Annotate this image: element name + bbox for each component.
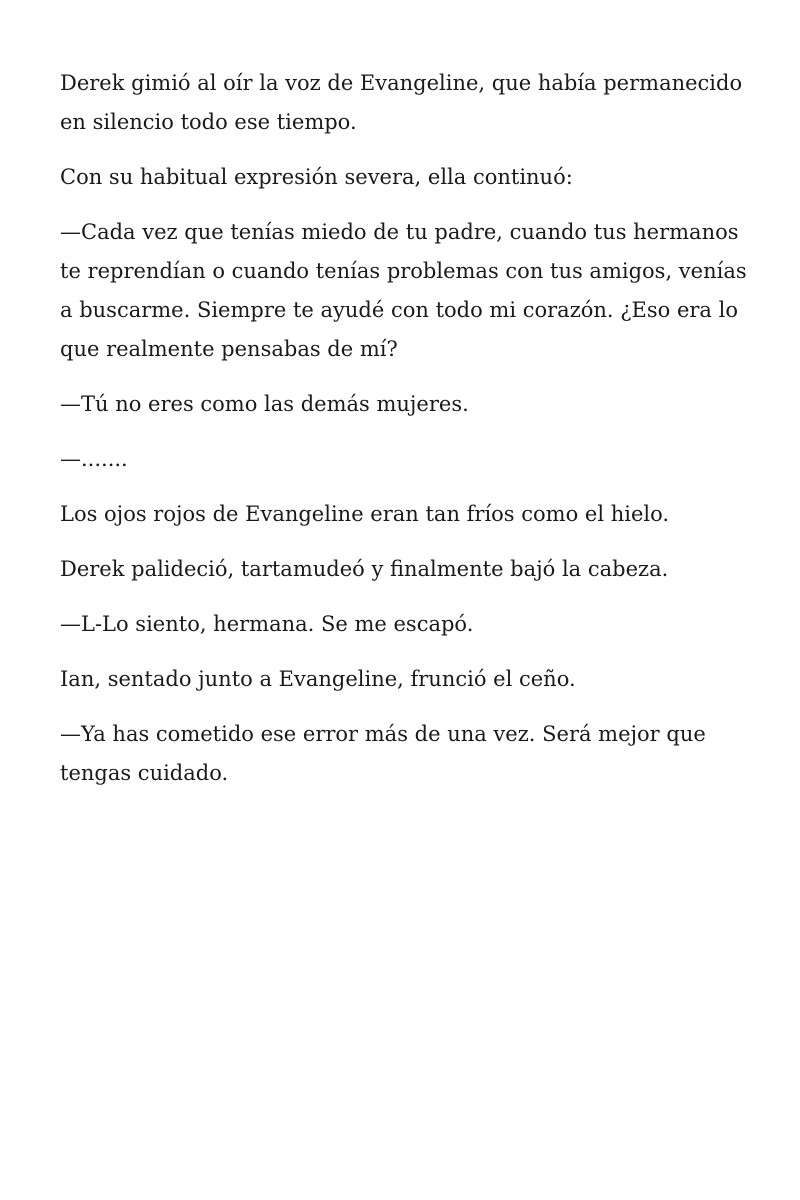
- paragraph: Derek palideció, tartamudeó y finalmente bajó la cabeza.: [60, 557, 669, 581]
- paragraph: —.......: [60, 447, 128, 471]
- paragraph: —L-Lo siento, hermana. Se me escapó.: [60, 612, 474, 636]
- paragraph: —Ya has cometido ese error más de una vez. Será mejor que tengas cuidado.: [60, 722, 706, 785]
- paragraph: Con su habitual expresión severa, ella continuó:: [60, 165, 573, 189]
- reading-page: [60, 64, 750, 809]
- paragraph: —Tú no eres como las demás mujeres.: [60, 392, 469, 416]
- paragraph: Ian, sentado junto a Evangeline, frunció el ceño.: [60, 667, 576, 691]
- paragraph: —Cada vez que tenías miedo de tu padre, cuando tus hermanos te reprendían o cuando tenías problemas con tus amigos, venías a buscarme. Siempre te ayudé con todo mi corazón. ¿Eso era lo que realmente pensabas de mí?: [60, 220, 747, 361]
- paragraph: Derek gimió al oír la voz de Evangeline, que había permanecido en silencio todo ese tiempo.: [60, 71, 743, 134]
- paragraph: Los ojos rojos de Evangeline eran tan fríos como el hielo.: [60, 502, 670, 526]
